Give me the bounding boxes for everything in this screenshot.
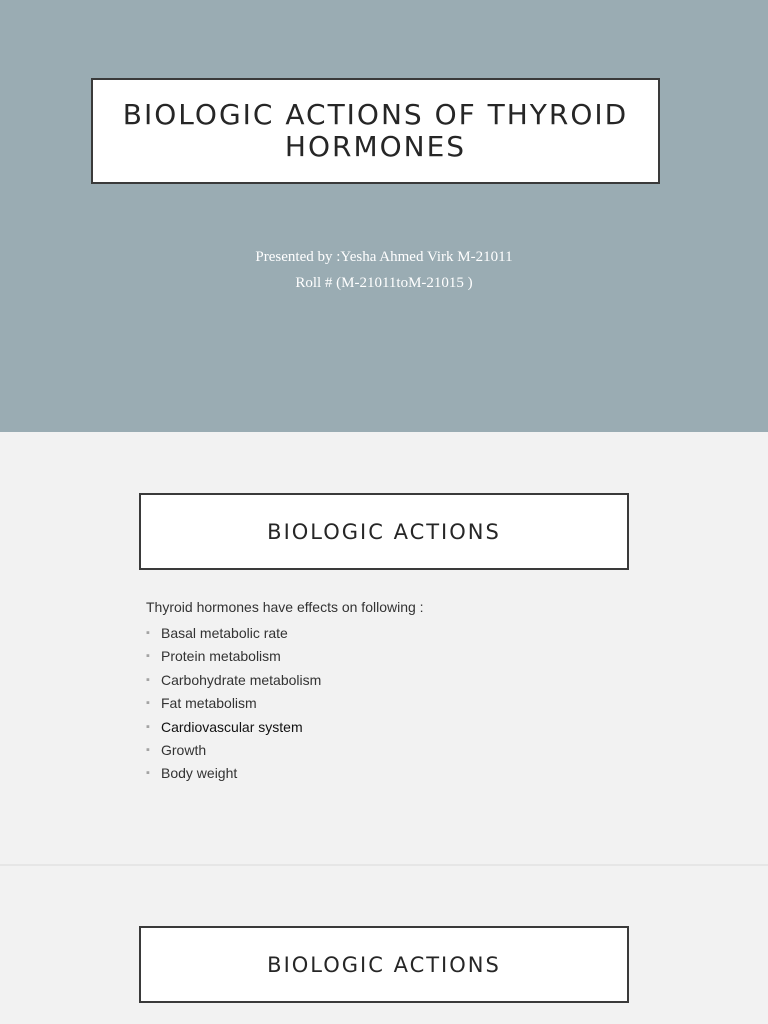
presenter-name: Presented by :Yesha Ahmed Virk M-21011 [255, 249, 513, 265]
list-item-text: Carbohydrate metabolism [161, 671, 322, 688]
content-slide [0, 432, 768, 864]
slide-body [146, 598, 626, 786]
bullet-list [146, 622, 626, 786]
list-item [146, 622, 626, 645]
list-item-text: Protein metabolism [161, 648, 281, 665]
presenter-info [0, 244, 768, 296]
bullet-icon: ▪ [146, 697, 150, 710]
bullet-icon: ▪ [146, 720, 150, 733]
list-item-text: Basal metabolic rate [161, 625, 288, 641]
bullet-icon: ▪ [146, 743, 150, 756]
next-content-slide [0, 866, 768, 1024]
roll-number: Roll # (M-21011toM-21015 ) [295, 275, 473, 291]
intro-text: Thyroid hormones have effects on following : [146, 599, 424, 615]
title-slide [0, 0, 768, 432]
list-item [146, 692, 626, 715]
bullet-icon: ▪ [146, 650, 150, 663]
list-item [146, 762, 626, 785]
next-slide-title-text: BIOLOGIC ACTIONS [267, 952, 501, 977]
next-slide-title [139, 926, 629, 1003]
slide-title-text: BIOLOGIC ACTIONS [267, 519, 501, 544]
list-item-text: Cardiovascular system [161, 718, 303, 735]
list-item [146, 739, 626, 762]
bullet-icon: ▪ [146, 673, 150, 686]
list-item-text: Fat metabolism [161, 695, 257, 712]
list-item [146, 716, 626, 739]
list-item-text: Body weight [161, 765, 238, 782]
slide-title [139, 493, 629, 570]
bullet-icon: ▪ [146, 627, 150, 639]
list-item-text: Growth [161, 741, 207, 758]
list-item [146, 645, 626, 668]
presentation-title-text: BIOLOGIC ACTIONS OF THYROID HORMONES [122, 98, 629, 163]
bullet-icon: ▪ [146, 767, 150, 780]
list-item [146, 669, 626, 692]
presentation-title [91, 78, 660, 184]
